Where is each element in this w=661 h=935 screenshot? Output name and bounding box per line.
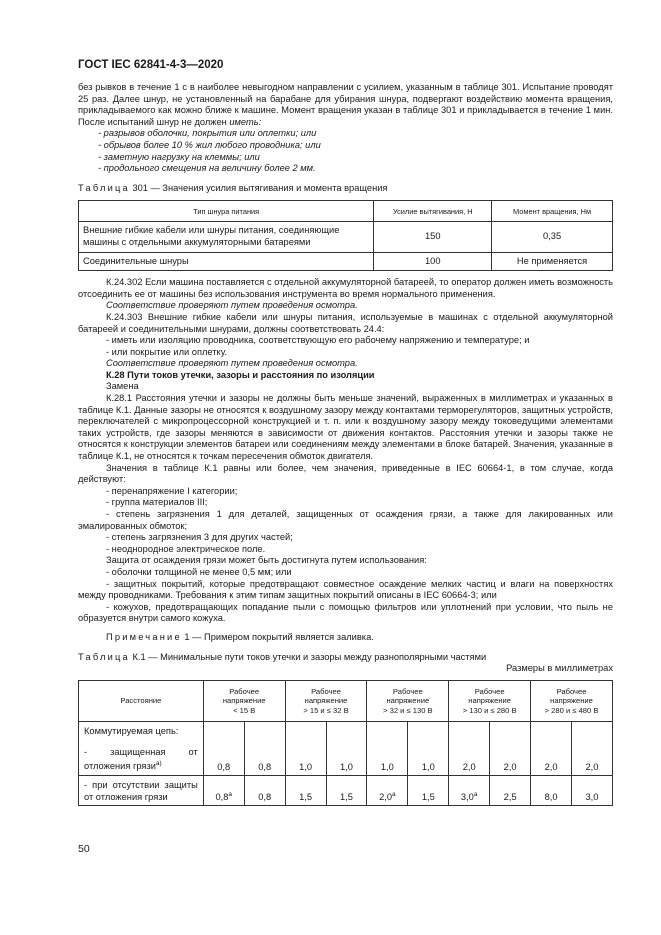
table-header-cell: Момент вращения, Нм <box>492 201 613 222</box>
table-cell: 1,5 <box>326 776 367 806</box>
table-cell: $3,0^а$ <box>449 776 490 806</box>
table-cell: 2,0 <box>571 722 612 776</box>
intro-dash-item: - обрывов более 10 % жил любого проводника; или <box>98 139 321 150</box>
compliance-note: Соответствие проверяют путем проведения осмотра. <box>106 300 358 311</box>
list-item: - кожухов, предотвращающих попадание пыли с помощью фильтров или уплотнений при условии, что пыль не образуется внутри самого кожуха. <box>78 601 613 624</box>
list-item: - или покрытие или оплетку. <box>106 346 228 357</box>
clause-k24-303: К.24.303 Внешние гибкие кабели или шнуры питания, используемые в машинах с отдельной аккумуляторной батареей и соединительными шнурами, должны соответствовать 24.4: <box>78 311 613 334</box>
table-header-row <box>79 680 613 722</box>
table-cell: 0,35 <box>492 222 613 252</box>
list-item: - оболочки толщиной не менее 0,5 мм; или <box>106 566 292 577</box>
table-cell: 1,5 <box>285 776 326 806</box>
table-cell: 1,0 <box>285 722 326 776</box>
intro-dash-item: - разрывов оболочки, покрытия или оплетки; или <box>98 128 317 139</box>
table-cell: 100 <box>374 252 492 271</box>
table-cell: 2,5 <box>490 776 531 806</box>
protection-intro: Защита от осаждения грязи может быть достигнута путем использования: <box>106 555 427 566</box>
table-cell: Соединительные шнуры <box>79 252 374 271</box>
table-k1 <box>78 680 613 807</box>
table-k1-caption: Таблица К.1 — Минимальные пути токов утечки и зазоры между разнополярными частями <box>78 651 487 662</box>
page-number: 50 <box>78 843 90 855</box>
table-cell: 0,8 <box>203 722 244 776</box>
note: Примечание 1 — Примером покрытий является заливка. <box>106 631 374 642</box>
table-k1-units: Размеры в миллиметрах <box>506 663 613 674</box>
section-title-k28: К.28 Пути токов утечки, зазоры и расстояния по изоляции <box>106 369 375 380</box>
table-cell: 2,0 <box>490 722 531 776</box>
table-cell: Коммутируемая цепь: - защищенная от отложения грязи$^{а)}$ <box>79 722 204 776</box>
table-cell: 8,0 <box>531 776 572 806</box>
table-cell: 0,8 <box>244 776 285 806</box>
table-cell: 1,0 <box>408 722 449 776</box>
compliance-note: Соответствие проверяют путем проведения осмотра. <box>106 358 358 369</box>
list-item: - степень загрязнения 1 для деталей, защищенных от осаждения грязи, а также для лакированных или эмалированных обмоток; <box>78 509 613 531</box>
table-header-cell: Рабочее напряжение < 15 В <box>203 680 285 722</box>
list-item: - группа материалов III; <box>106 497 208 508</box>
table-cell: 1,5 <box>408 776 449 806</box>
table-cell: 2,0 <box>449 722 490 776</box>
table-cell: 150 <box>374 222 492 252</box>
table-cell: 3,0 <box>571 776 612 806</box>
document-header: ГОСТ IEC 62841-4-3—2020 <box>78 59 224 71</box>
table-header-cell: Рабочее напряжение > 32 и ≤ 130 В <box>367 680 449 722</box>
table-header-cell: Тип шнура питания <box>79 201 374 222</box>
list-item: - неоднородное электрическое поле. <box>106 543 266 554</box>
table-header-cell: Рабочее напряжение > 280 и ≤ 480 В <box>531 680 613 722</box>
table-header-cell: Расстояние <box>79 680 204 722</box>
intro-paragraph: без рывков в течение 1 с в наиболее невыгодном направлении с усилием, указанным в таблице 301. Испытание проводят 25 раз. Далее шнур, не установленный на барабане для убирания шнура, подвергают воздействию момента вращения, прикладываемого как можно ближе к машине. Момент вращения указан в таблице 301 и прикладывается в течение 1 мин. После испытаний шнур не должен иметь: <box>78 82 613 127</box>
table-row <box>79 252 613 271</box>
list-item: - степень загрязнения 3 для других частей; <box>106 532 293 543</box>
table-301 <box>78 200 613 271</box>
table-row <box>79 776 613 806</box>
table-cell: 1,0 <box>326 722 367 776</box>
list-item: - перенапряжение I категории; <box>106 485 238 496</box>
table-cell: $0,8^а$ <box>203 776 244 806</box>
table-cell: $2,0^а$ <box>367 776 408 806</box>
table-301-caption: Таблица 301 — Значения усилия вытягивания и момента вращения <box>78 182 388 193</box>
table-header-row <box>79 201 613 222</box>
table-header-cell: Усилие вытягивания, Н <box>374 201 492 222</box>
table-row <box>79 722 613 776</box>
table-cell: - при отсутствии защиты от отложения грязи <box>79 776 204 806</box>
list-item: - защитных покрытий, которые предотвращают совместное осаждение мелких частиц и влаги на поверхностях между проводниками. Требования к этим типам защитных покрытий описаны в IEC 60664-3; или <box>78 578 613 601</box>
table-cell: 2,0 <box>531 722 572 776</box>
table-cell: 0,8 <box>244 722 285 776</box>
intro-dash-item: - продольного смещения на величину более 2 мм. <box>98 163 316 174</box>
replace-label: Замена <box>106 381 139 392</box>
table-header-cell: Рабочее напряжение > 15 и ≤ 32 В <box>285 680 367 722</box>
table-header-cell: Рабочее напряжение > 130 и ≤ 280 В <box>449 680 531 722</box>
table-row <box>79 222 613 252</box>
values-note: Значения в таблице К.1 равны или более, чем значения, приведенные в IEC 60664-1, в том случае, когда действуют: <box>78 462 613 485</box>
table-cell: Внешние гибкие кабели или шнуры питания, соединяющие машины с отдельными аккумуляторными батареями <box>79 222 374 252</box>
table-cell: 1,0 <box>367 722 408 776</box>
intro-dash-item: - заметную нагрузку на клеммы; или <box>98 151 260 162</box>
clause-k24-302: К.24.302 Если машина поставляется с отдельной аккумуляторной батареей, то оператор должен иметь возможность отсоединить ее от машины без использования инструмента во время нормального применения. <box>78 277 613 299</box>
list-item: - иметь или изоляцию проводника, соответствующую его рабочему напряжению и температуре; и <box>106 335 530 346</box>
page-content <box>78 82 613 806</box>
clause-k28-1: К.28.1 Расстояния утечки и зазоры не должны быть меньше значений, выраженных в миллиметрах и указанных в таблице К.1. Данные зазоры не относятся к воздушному зазору между контактами терморегуляторов, защитных устройств, переключателей с микропроцессорной конструкцией и т. п. или к воздушному зазору между токоведущими элементами таких устройств, где зазоры меняются в зависимости от движения контактов. Расстояния утечки и зазоры также не относятся к конструкции элементов батареи или соединениям между элементами в блоке батарей. Значения, указанные в таблице К.1, не относятся к точкам пересечения обмоток двигателя. <box>78 393 613 462</box>
table-cell: Не применяется <box>492 252 613 271</box>
